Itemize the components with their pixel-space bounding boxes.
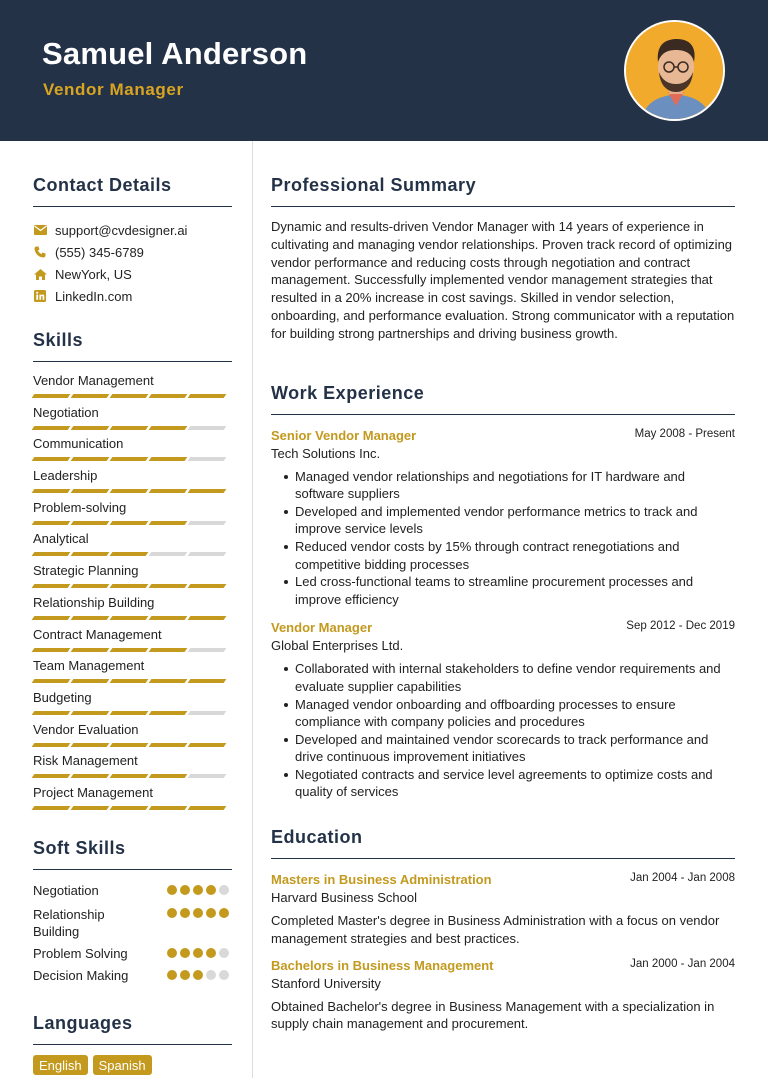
soft-skill-name: Negotiation [33, 882, 99, 898]
skill-bar-segment [71, 648, 110, 652]
skill-bar-segment [149, 774, 188, 778]
job-bullet: Managed vendor onboarding and offboarding processes to ensure compliance with company policies and procedures [271, 696, 735, 731]
skill-bar-segment [149, 806, 188, 810]
job-entry [271, 428, 735, 609]
skill-bar-segment [149, 457, 188, 461]
skill-bar-segment [110, 584, 149, 588]
skill-bar-segment [32, 774, 71, 778]
skill-name: Contract Management [33, 626, 162, 642]
skill-bar-segment [188, 394, 227, 398]
skill-rating [33, 679, 225, 683]
skill-bar-segment [149, 489, 188, 493]
skill-item [33, 466, 232, 498]
skill-bar-segment [149, 648, 188, 652]
skill-item [33, 434, 232, 466]
job-header [271, 428, 735, 445]
language-badge: English [33, 1055, 88, 1075]
soft-skill-item [33, 881, 232, 904]
skill-bar-segment [32, 743, 71, 747]
skill-bar-segment [32, 616, 71, 620]
skill-bar-segment [110, 394, 149, 398]
skill-bar-segment [32, 552, 71, 556]
rating-dot [180, 885, 190, 895]
contact-email[interactable] [33, 219, 232, 241]
skill-item [33, 783, 232, 815]
linkedin-icon [33, 289, 47, 303]
skill-bar-segment [149, 584, 188, 588]
skill-bar-segment [149, 679, 188, 683]
skill-item [33, 371, 232, 403]
skill-bar-segment [110, 616, 149, 620]
skill-name: Strategic Planning [33, 563, 139, 579]
skill-name: Budgeting [33, 689, 92, 705]
soft-skill-name: Problem Solving [33, 945, 128, 961]
rating-dot [167, 948, 177, 958]
skill-rating [33, 806, 225, 810]
contact-linkedin-text: LinkedIn.com [55, 288, 133, 304]
skill-item [33, 561, 232, 593]
rating-dot [180, 948, 190, 958]
skill-bar-segment [110, 521, 149, 525]
rating-dot [167, 885, 177, 895]
skill-bar-segment [188, 679, 227, 683]
skill-item [33, 751, 232, 783]
language-badge: Spanish [93, 1055, 152, 1075]
skill-bar-segment [71, 711, 110, 715]
summary-text: Dynamic and results-driven Vendor Manager with 14 years of experience in cultivating and managing vendor relationships. Proven track record of optimizing vendor performance and reducing costs through negotiation and contract management. Successfully implemented vendor management strategies that resulted in a 20% increase in cost savings. Skilled in vendor selection, onboarding, and performance evaluation. Strong communicator with a reputation for building strong partnerships and driving business growth. [271, 219, 735, 341]
rating-dot [206, 885, 216, 895]
rating-dot [206, 908, 216, 918]
skill-bar-segment [149, 426, 188, 430]
school-name: Stanford University [271, 975, 381, 991]
skill-bar-segment [188, 457, 227, 461]
job-date: Sep 2012 - Dec 2019 [626, 620, 735, 633]
skill-bar-segment [32, 806, 71, 810]
skill-item [33, 403, 232, 435]
skill-bar-segment [71, 679, 110, 683]
skill-bar-segment [188, 489, 227, 493]
skill-bar-segment [71, 616, 110, 620]
languages-section-title: Languages [33, 1013, 232, 1045]
skill-name: Problem-solving [33, 499, 127, 515]
soft-skill-rating [167, 908, 229, 918]
rating-dot [206, 970, 216, 980]
degree-title: Bachelors in Business Management [271, 957, 494, 973]
skill-bar-segment [149, 521, 188, 525]
left-column [33, 141, 232, 1075]
experience-section-title: Work Experience [271, 383, 735, 415]
skill-item [33, 720, 232, 752]
school-name: Harvard Business School [271, 890, 417, 906]
skill-rating [33, 426, 225, 430]
skill-name: Vendor Management [33, 373, 154, 388]
soft-skill-name: Decision Making [33, 967, 129, 983]
rating-dot [206, 948, 216, 958]
skill-bar-segment [32, 394, 71, 398]
skill-bar-segment [188, 774, 227, 778]
person-portrait-icon [626, 22, 725, 121]
skill-bar-segment [71, 552, 110, 556]
soft-skills-section-title: Soft Skills [33, 838, 232, 870]
skill-item [33, 688, 232, 720]
job-bullet: Developed and implemented vendor performance metrics to track and improve service levels [271, 503, 735, 538]
rating-dot [219, 908, 229, 918]
soft-skill-rating [167, 970, 229, 980]
job-title: Senior Vendor Manager [271, 427, 417, 443]
degree-title: Masters in Business Administration [271, 872, 492, 888]
rating-dot [167, 970, 177, 980]
skill-bar-segment [71, 394, 110, 398]
skill-bar-segment [32, 679, 71, 683]
job-title: Vendor Manager [271, 620, 373, 636]
skill-bar-segment [71, 774, 110, 778]
soft-skill-rating [167, 885, 229, 895]
job-bullet: Negotiated contracts and service level agreements to optimize costs and quality of services [271, 766, 735, 801]
skill-rating [33, 774, 225, 778]
skill-bar-segment [32, 648, 71, 652]
education-date: Jan 2000 - Jan 2004 [630, 957, 735, 970]
soft-skills-list [33, 881, 232, 988]
soft-skill-item [33, 944, 232, 966]
soft-skill-item [33, 904, 232, 944]
skill-name: Leadership [33, 468, 98, 484]
skill-bar-segment [188, 584, 227, 588]
education-description: Obtained Bachelor's degree in Business Management with a specialization in supply chain management and procurement. [271, 998, 715, 1032]
skill-bar-segment [110, 774, 149, 778]
skill-item [33, 625, 232, 657]
job-company: Global Enterprises Ltd. [271, 638, 404, 654]
contact-phone[interactable] [33, 241, 232, 263]
skill-item [33, 656, 232, 688]
skill-bar-segment [149, 616, 188, 620]
skill-name: Communication [33, 436, 124, 452]
skill-rating [33, 743, 225, 747]
skill-bar-segment [32, 489, 71, 493]
education-date: Jan 2004 - Jan 2008 [630, 872, 735, 885]
rating-dot [193, 970, 203, 980]
skill-rating [33, 457, 225, 461]
skill-bar-segment [71, 521, 110, 525]
job-entry [271, 620, 735, 801]
rating-dot [193, 908, 203, 918]
skill-bar-segment [188, 806, 227, 810]
rating-dot [193, 885, 203, 895]
job-bullet: Reduced vendor costs by 15% through contract renegotiations and competitive bidding processes [271, 538, 735, 573]
skill-bar-segment [110, 648, 149, 652]
education-section-title: Education [271, 827, 735, 859]
candidate-title: Vendor Manager [43, 80, 184, 99]
skill-bar-segment [71, 806, 110, 810]
skill-bar-segment [110, 457, 149, 461]
skills-section-title: Skills [33, 330, 232, 362]
education-entry [271, 872, 735, 948]
skill-bar-segment [149, 552, 188, 556]
skill-item [33, 498, 232, 530]
contact-location [33, 263, 232, 285]
rating-dot [193, 948, 203, 958]
job-date: May 2008 - Present [634, 427, 735, 440]
skill-bar-segment [149, 711, 188, 715]
home-icon [33, 267, 47, 281]
contact-phone-text: (555) 345-6789 [55, 244, 144, 260]
skill-bar-segment [188, 552, 227, 556]
resume-header [0, 0, 768, 141]
skill-bar-segment [188, 648, 227, 652]
job-bullet: Managed vendor relationships and negotiations for IT hardware and software suppliers [271, 468, 735, 503]
job-bullet: Led cross-functional teams to streamline procurement processes and improve efficiency [271, 573, 735, 608]
skill-rating [33, 521, 225, 525]
column-divider [252, 141, 253, 1078]
skill-bar-segment [188, 426, 227, 430]
education-header [271, 872, 735, 889]
rating-dot [219, 885, 229, 895]
skill-name: Analytical [33, 531, 89, 547]
skill-bar-segment [188, 743, 227, 747]
right-column [271, 141, 735, 1033]
skill-bar-segment [110, 679, 149, 683]
skill-rating [33, 552, 225, 556]
skill-rating [33, 711, 225, 715]
skill-bar-segment [71, 426, 110, 430]
rating-dot [180, 908, 190, 918]
skills-list [33, 371, 232, 815]
skill-item [33, 593, 232, 625]
rating-dot [180, 970, 190, 980]
contact-section-title: Contact Details [33, 175, 232, 207]
skill-name: Risk Management [33, 753, 138, 769]
skill-bar-segment [32, 521, 71, 525]
skill-bar-segment [32, 457, 71, 461]
skill-rating [33, 489, 225, 493]
skill-bar-segment [110, 806, 149, 810]
skill-bar-segment [188, 521, 227, 525]
rating-dot [219, 948, 229, 958]
contact-email-text: support@cvdesigner.ai [55, 222, 188, 238]
job-bullet: Collaborated with internal stakeholders to define vendor requirements and evaluate supplier capabilities [271, 660, 735, 695]
education-header [271, 958, 735, 975]
skill-bar-segment [71, 743, 110, 747]
skill-rating [33, 648, 225, 652]
skill-bar-segment [149, 394, 188, 398]
job-bullet: Developed and maintained vendor scorecards to track performance and drive continuous improvement initiatives [271, 731, 735, 766]
skill-bar-segment [110, 426, 149, 430]
skill-item [33, 529, 232, 561]
skill-rating [33, 616, 225, 620]
rating-dot [219, 970, 229, 980]
soft-skill-rating [167, 948, 229, 958]
skill-rating [33, 584, 225, 588]
skill-bar-segment [188, 711, 227, 715]
education-description: Completed Master's degree in Business Administration with a focus on vendor management strategies and best practices. [271, 913, 720, 946]
summary-section-title: Professional Summary [271, 175, 735, 207]
candidate-name: Samuel Anderson [42, 36, 308, 71]
skill-bar-segment [149, 743, 188, 747]
skill-bar-segment [188, 616, 227, 620]
job-header [271, 620, 735, 637]
skill-rating [33, 394, 225, 398]
education-entry [271, 958, 735, 1034]
skill-name: Relationship Building [33, 594, 155, 610]
skill-bar-segment [32, 426, 71, 430]
skill-bar-segment [110, 552, 149, 556]
skill-bar-segment [32, 711, 71, 715]
job-bullets [271, 468, 735, 609]
skill-name: Team Management [33, 658, 145, 674]
skill-bar-segment [32, 584, 71, 588]
skill-bar-segment [71, 584, 110, 588]
contact-list [33, 219, 232, 307]
contact-location-text: NewYork, US [55, 266, 132, 282]
skill-bar-segment [110, 743, 149, 747]
envelope-icon [33, 223, 47, 237]
job-bullets [271, 660, 735, 801]
soft-skill-item [33, 966, 232, 988]
skill-bar-segment [110, 489, 149, 493]
skill-name: Project Management [33, 784, 153, 800]
phone-icon [33, 245, 47, 259]
soft-skill-name: Relationship Building [33, 906, 105, 939]
job-company: Tech Solutions Inc. [271, 445, 381, 461]
skill-bar-segment [71, 457, 110, 461]
contact-linkedin[interactable] [33, 285, 232, 307]
languages-list [33, 1055, 232, 1075]
rating-dot [167, 908, 177, 918]
skill-bar-segment [71, 489, 110, 493]
profile-photo [624, 20, 725, 121]
skill-name: Vendor Evaluation [33, 721, 139, 737]
skill-name: Negotiation [33, 404, 99, 420]
skill-bar-segment [110, 711, 149, 715]
